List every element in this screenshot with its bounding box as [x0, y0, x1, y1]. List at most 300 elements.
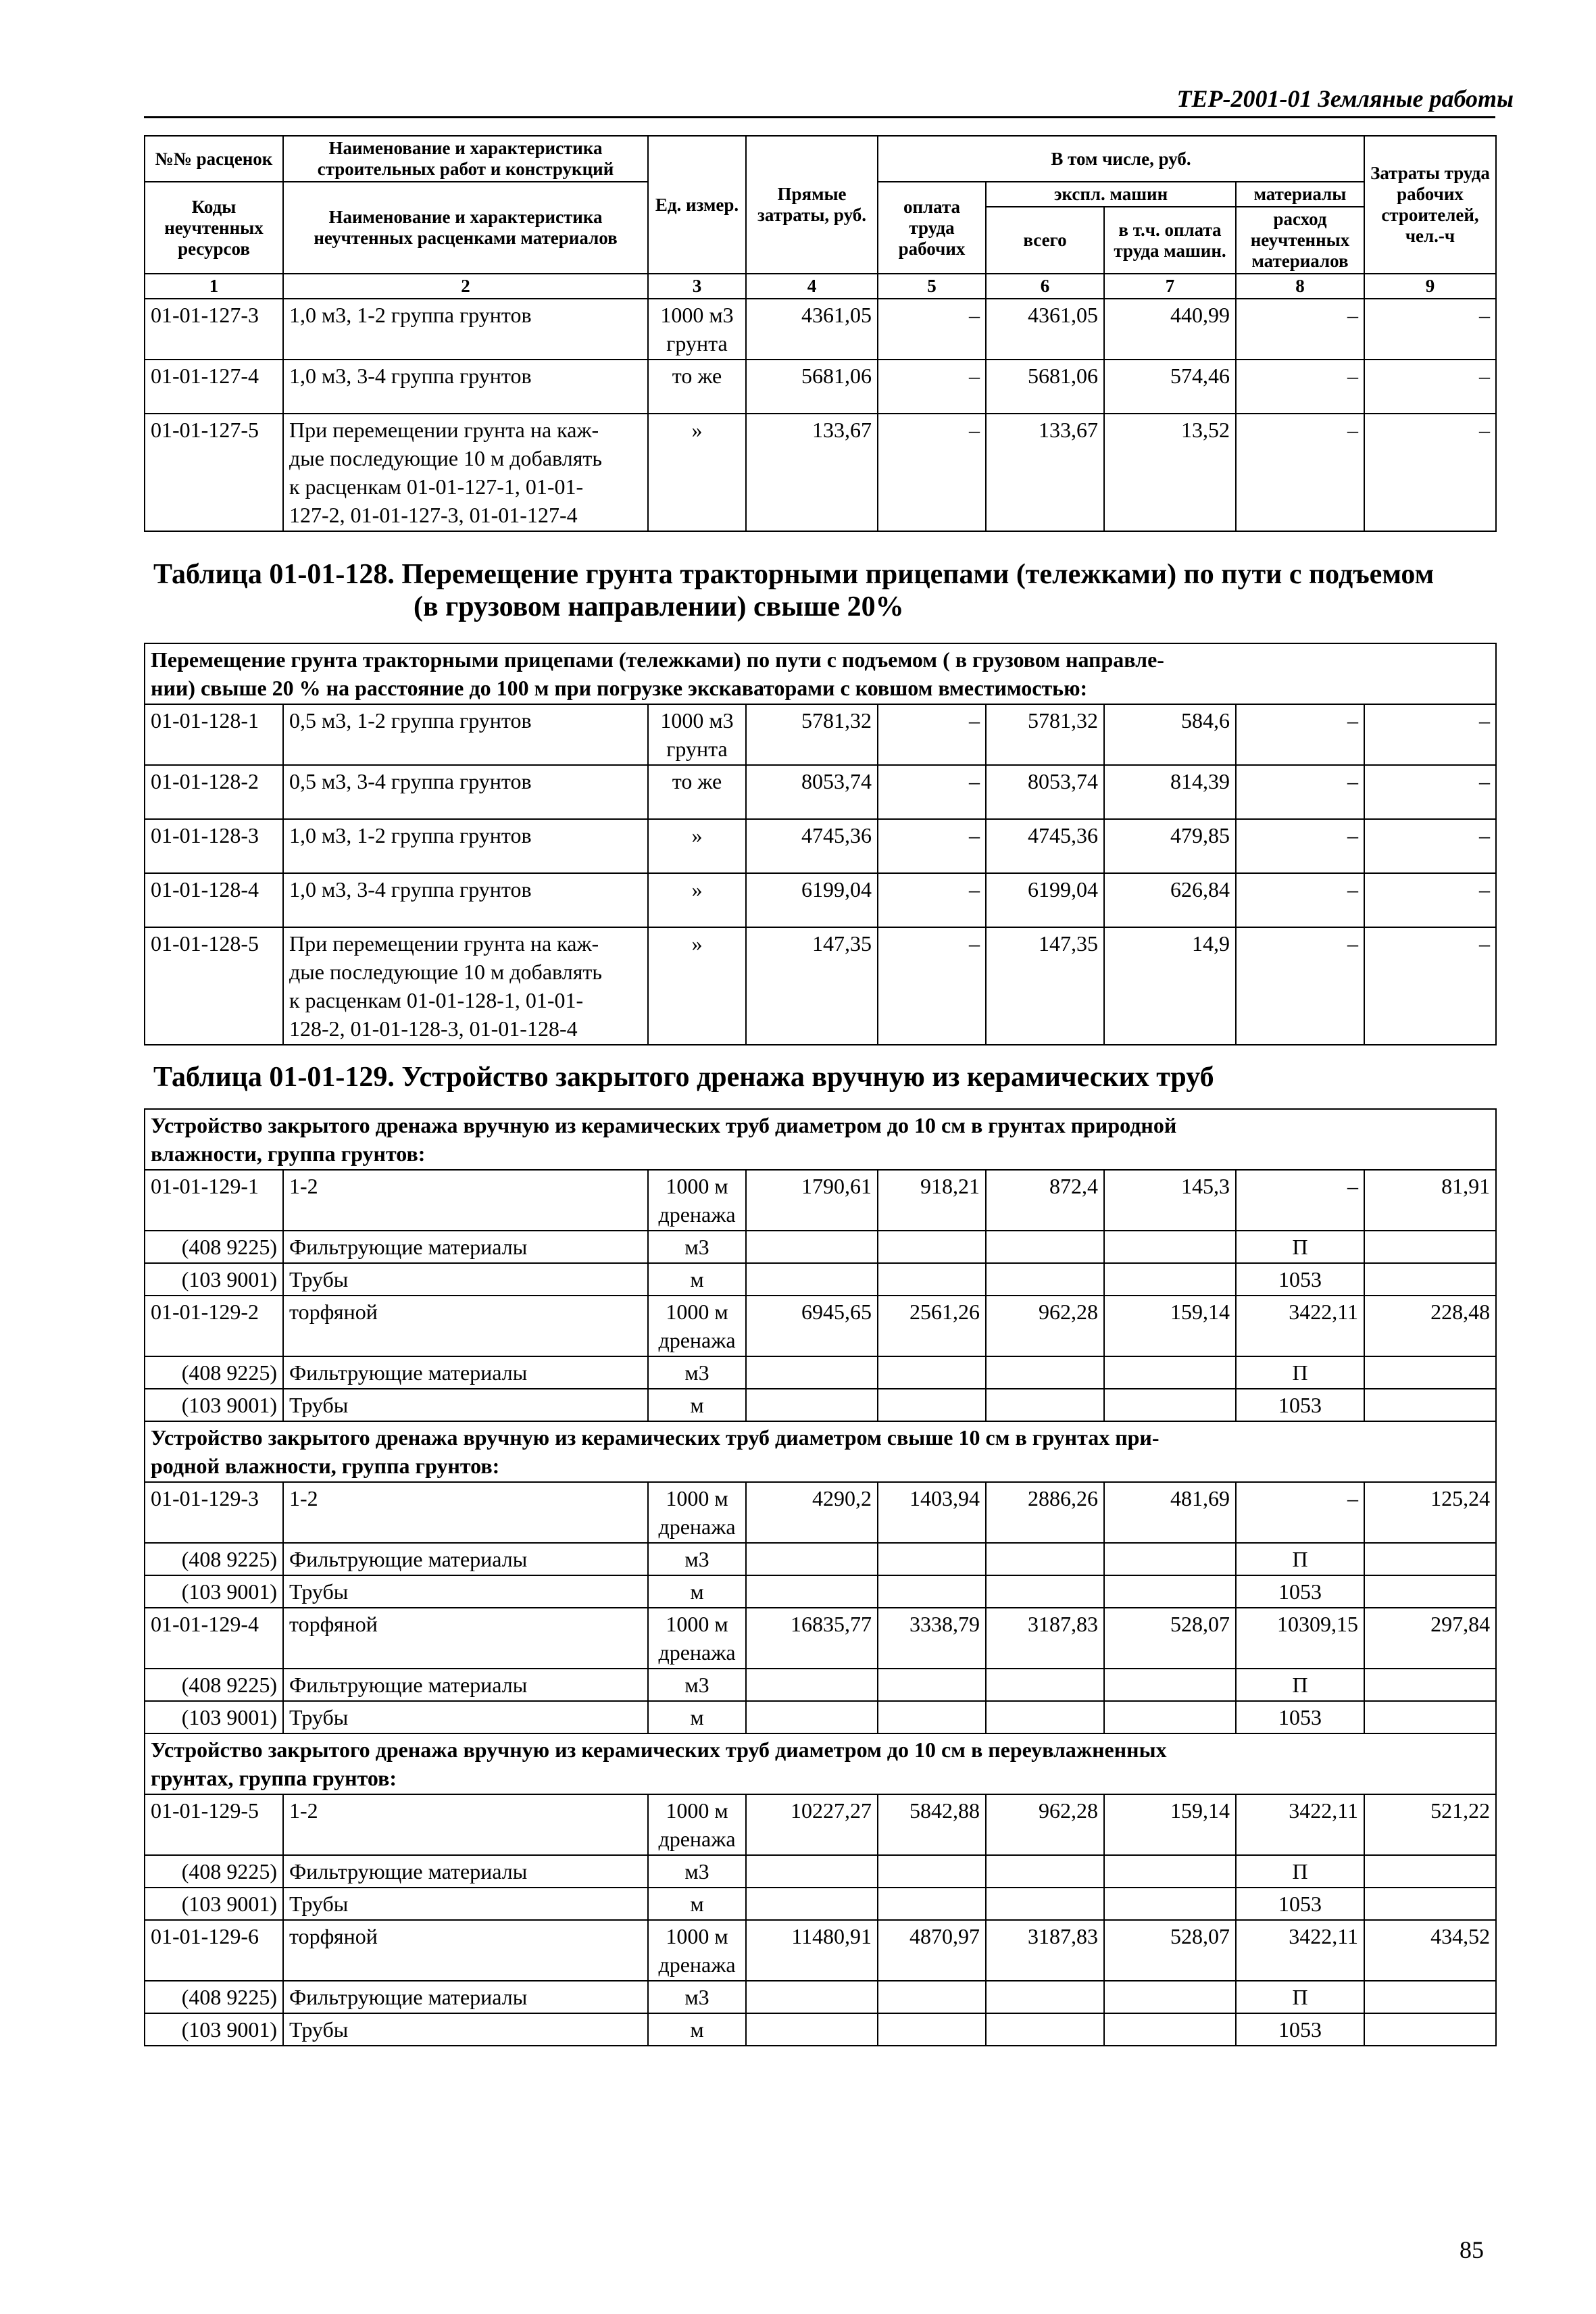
labor: 297,84 [1364, 1608, 1496, 1669]
table-row [145, 704, 1496, 765]
resource-name: Трубы [283, 1263, 648, 1296]
labor: 228,48 [1364, 1296, 1496, 1356]
resource-consumption: П [1236, 1981, 1364, 2013]
rate-name-line: 1,0 м3, 3-4 группа грунтов [289, 877, 532, 902]
rate-code: 01-01-128-2 [145, 765, 283, 819]
group-header [145, 1421, 1496, 1482]
materials: – [1236, 704, 1364, 765]
page-number: 85 [1460, 2236, 1484, 2263]
empty-cell [746, 1575, 878, 1608]
resource-unit: м3 [648, 1231, 746, 1263]
col-number: 2 [283, 274, 648, 299]
empty-cell [1104, 1389, 1236, 1421]
rates-table-129 [144, 1108, 1497, 2046]
machines-wage: 479,85 [1104, 819, 1236, 873]
rate-code: 01-01-129-2 [145, 1296, 283, 1356]
machines-total: 8053,74 [986, 765, 1104, 819]
resource-code: (408 9225) [145, 1543, 283, 1575]
empty-cell [746, 1701, 878, 1733]
materials: – [1236, 873, 1364, 927]
col-number: 4 [746, 274, 878, 299]
group-header-line: Устройство закрытого дренажа вручную из керамических труб диаметром до 10 см в грунтах природной [151, 1113, 1177, 1137]
group-header-line: нии) свыше 20 % на расстояние до 100 м при погрузке экскаваторами с ковшом вместимостью: [151, 676, 1088, 700]
unit-line: то же [672, 769, 722, 793]
direct-costs: 8053,74 [746, 765, 878, 819]
rate-name: торфяной [283, 1920, 648, 1981]
resource-consumption: П [1236, 1231, 1364, 1263]
rate-name-line: дые последующие 10 м добавлять [289, 960, 602, 984]
resource-name: Фильтрующие материалы [283, 1981, 648, 2013]
group-header [145, 643, 1496, 704]
col-number: 9 [1364, 274, 1496, 299]
unit-line: дренажа [658, 1952, 736, 1977]
direct-costs: 5781,32 [746, 704, 878, 765]
unit-line: дренажа [658, 1328, 736, 1352]
resource-consumption: 1053 [1236, 1389, 1364, 1421]
empty-cell [878, 1888, 986, 1920]
unit [648, 299, 746, 360]
machines-total: 5681,06 [986, 360, 1104, 414]
rates-table-127 [144, 135, 1497, 532]
materials: – [1236, 414, 1364, 531]
resource-name: Фильтрующие материалы [283, 1543, 648, 1575]
rate-name: торфяной [283, 1296, 648, 1356]
col-number: 1 [145, 274, 283, 299]
empty-cell [986, 1263, 1104, 1296]
empty-cell [1104, 1231, 1236, 1263]
col-including: В том числе, руб. [878, 136, 1364, 182]
col-materials: материалы [1236, 182, 1364, 207]
empty-cell [746, 1543, 878, 1575]
rate-name [283, 360, 648, 414]
rate-name: 1-2 [283, 1170, 648, 1231]
unit-line: 1000 м [666, 1612, 728, 1636]
empty-cell [878, 1543, 986, 1575]
table-row [145, 360, 1496, 414]
wage: 2561,26 [878, 1296, 986, 1356]
rate-code: 01-01-127-3 [145, 299, 283, 360]
col-rate-number: №№ расценок [145, 136, 283, 182]
resource-unit: м [648, 1888, 746, 1920]
machines-total: 3187,83 [986, 1608, 1104, 1669]
machines-total: 4745,36 [986, 819, 1104, 873]
materials: 3422,11 [1236, 1794, 1364, 1855]
rate-name-line: дые последующие 10 м добавлять [289, 446, 602, 470]
empty-cell [1364, 1263, 1496, 1296]
resource-code: (103 9001) [145, 1575, 283, 1608]
machines-wage: 626,84 [1104, 873, 1236, 927]
col-number: 6 [986, 274, 1104, 299]
empty-cell [746, 1669, 878, 1701]
resource-unit: м3 [648, 1981, 746, 2013]
labor: 125,24 [1364, 1482, 1496, 1543]
col-work-name: Наименование и характеристика строительных работ и конструкций [283, 136, 648, 182]
resource-consumption: П [1236, 1855, 1364, 1888]
empty-cell [1104, 1701, 1236, 1733]
resource-name: Фильтрующие материалы [283, 1669, 648, 1701]
empty-cell [1364, 1231, 1496, 1263]
empty-cell [878, 1356, 986, 1389]
resource-row [145, 1855, 1496, 1888]
rate-code: 01-01-128-4 [145, 873, 283, 927]
unit-line: » [691, 823, 703, 847]
materials: – [1236, 299, 1364, 360]
empty-cell [986, 1669, 1104, 1701]
wage: – [878, 819, 986, 873]
empty-cell [986, 1981, 1104, 2013]
empty-cell [1364, 1543, 1496, 1575]
unit-line: » [691, 418, 703, 442]
group-header-line: влажности, группа грунтов: [151, 1141, 426, 1166]
resource-name: Фильтрующие материалы [283, 1855, 648, 1888]
col-labor-costs: Затраты труда рабочих строителей, чел.-ч [1364, 136, 1496, 274]
table-row [145, 1794, 1496, 1855]
table-row [145, 414, 1496, 531]
empty-cell [986, 1888, 1104, 1920]
col-direct-costs: Прямые затраты, руб. [746, 136, 878, 274]
group-header-row [145, 1109, 1496, 1170]
unit-line: 1000 м [666, 1174, 728, 1198]
unit [648, 1920, 746, 1981]
unit-line: 1000 м3 [660, 708, 734, 733]
empty-cell [1364, 2013, 1496, 2046]
machines-wage: 13,52 [1104, 414, 1236, 531]
resource-unit: м3 [648, 1356, 746, 1389]
direct-costs: 5681,06 [746, 360, 878, 414]
empty-cell [878, 1669, 986, 1701]
empty-cell [1364, 1389, 1496, 1421]
resource-row [145, 1669, 1496, 1701]
unit-line: 1000 м [666, 1300, 728, 1324]
empty-cell [746, 1356, 878, 1389]
labor: – [1364, 927, 1496, 1045]
machines-wage: 145,3 [1104, 1170, 1236, 1231]
resource-unit: м [648, 1701, 746, 1733]
unit-line: дренажа [658, 1827, 736, 1851]
unit [648, 819, 746, 873]
resource-consumption: П [1236, 1543, 1364, 1575]
table-row [145, 1482, 1496, 1543]
resource-unit: м [648, 1263, 746, 1296]
empty-cell [986, 1855, 1104, 1888]
resource-row [145, 1263, 1496, 1296]
col-unit: Ед. измер. [648, 136, 746, 274]
table-column-header [145, 136, 1496, 299]
unit [648, 1482, 746, 1543]
group-header-row [145, 643, 1496, 704]
rate-code: 01-01-128-1 [145, 704, 283, 765]
unit-line: 1000 м3 [660, 303, 734, 327]
resource-unit: м3 [648, 1669, 746, 1701]
resource-row [145, 1389, 1496, 1421]
empty-cell [746, 1231, 878, 1263]
direct-costs: 1790,61 [746, 1170, 878, 1231]
rate-name-line: к расценкам 01-01-128-1, 01-01- [289, 988, 584, 1012]
materials: – [1236, 360, 1364, 414]
unit [648, 765, 746, 819]
resource-consumption: 1053 [1236, 1888, 1364, 1920]
rate-code: 01-01-128-5 [145, 927, 283, 1045]
col-wage: оплата труда рабочих [878, 182, 986, 274]
empty-cell [1104, 1855, 1236, 1888]
resource-name: Фильтрующие материалы [283, 1356, 648, 1389]
unit-line: 1000 м [666, 1486, 728, 1510]
col-number: 7 [1104, 274, 1236, 299]
col-machines-total: всего [986, 207, 1104, 274]
header-rule [144, 116, 1495, 118]
rate-name-line: 1,0 м3, 1-2 группа грунтов [289, 303, 532, 327]
resource-name: Фильтрующие материалы [283, 1231, 648, 1263]
rate-name-line: к расценкам 01-01-127-1, 01-01- [289, 474, 584, 499]
empty-cell [1104, 1356, 1236, 1389]
empty-cell [878, 1981, 986, 2013]
unit-line: дренажа [658, 1515, 736, 1539]
empty-cell [746, 1981, 878, 2013]
group-header-line: Перемещение грунта тракторными прицепами (тележками) по пути с подъемом ( в грузовом направле- [151, 647, 1164, 672]
machines-total: 147,35 [986, 927, 1104, 1045]
resource-row [145, 1543, 1496, 1575]
table-row [145, 1920, 1496, 1981]
rate-name [283, 414, 648, 531]
col-materials-consumption: расход неучтенных материалов [1236, 207, 1364, 274]
rate-name [283, 873, 648, 927]
rate-code: 01-01-127-4 [145, 360, 283, 414]
resource-unit: м3 [648, 1855, 746, 1888]
empty-cell [986, 1575, 1104, 1608]
rate-name [283, 299, 648, 360]
rate-name-line: 1,0 м3, 1-2 группа грунтов [289, 823, 532, 847]
unit [648, 704, 746, 765]
materials: – [1236, 765, 1364, 819]
resource-row [145, 1231, 1496, 1263]
group-header-row [145, 1421, 1496, 1482]
rate-code: 01-01-129-6 [145, 1920, 283, 1981]
materials: 10309,15 [1236, 1608, 1364, 1669]
rate-code: 01-01-129-3 [145, 1482, 283, 1543]
col-resource-codes: Коды неучтенных ресурсов [145, 182, 283, 274]
rate-name: 1-2 [283, 1794, 648, 1855]
resource-code: (408 9225) [145, 1855, 283, 1888]
empty-cell [746, 1855, 878, 1888]
resource-row [145, 2013, 1496, 2046]
wage: 4870,97 [878, 1920, 986, 1981]
labor: 434,52 [1364, 1920, 1496, 1981]
resource-name: Трубы [283, 1701, 648, 1733]
wage: – [878, 873, 986, 927]
materials: – [1236, 819, 1364, 873]
unit [648, 1296, 746, 1356]
empty-cell [1364, 1575, 1496, 1608]
resource-code: (408 9225) [145, 1231, 283, 1263]
empty-cell [986, 1701, 1104, 1733]
empty-cell [878, 1263, 986, 1296]
rate-code: 01-01-129-1 [145, 1170, 283, 1231]
table-row [145, 1170, 1496, 1231]
machines-total: 962,28 [986, 1794, 1104, 1855]
rate-code: 01-01-129-5 [145, 1794, 283, 1855]
unit-line: 1000 м [666, 1798, 728, 1823]
direct-costs: 4745,36 [746, 819, 878, 873]
resource-row [145, 1981, 1496, 2013]
direct-costs: 11480,91 [746, 1920, 878, 1981]
empty-cell [878, 1701, 986, 1733]
group-header-line: родной влажности, группа грунтов: [151, 1454, 500, 1478]
direct-costs: 133,67 [746, 414, 878, 531]
rate-name: торфяной [283, 1608, 648, 1669]
labor: – [1364, 873, 1496, 927]
group-header [145, 1109, 1496, 1170]
resource-row [145, 1575, 1496, 1608]
resource-unit: м [648, 2013, 746, 2046]
resource-unit: м [648, 1389, 746, 1421]
resource-consumption: 1053 [1236, 1701, 1364, 1733]
group-header-row [145, 1733, 1496, 1794]
rate-name [283, 765, 648, 819]
empty-cell [1364, 1701, 1496, 1733]
rate-name-line: 1,0 м3, 3-4 группа грунтов [289, 364, 532, 388]
machines-wage: 584,6 [1104, 704, 1236, 765]
machines-wage: 481,69 [1104, 1482, 1236, 1543]
machines-total: 6199,04 [986, 873, 1104, 927]
resource-row [145, 1356, 1496, 1389]
col-material-name: Наименование и характеристика неучтенных расценками материалов [283, 182, 648, 274]
empty-cell [986, 1543, 1104, 1575]
machines-total: 872,4 [986, 1170, 1104, 1231]
empty-cell [1364, 1888, 1496, 1920]
machines-total: 4361,05 [986, 299, 1104, 360]
resource-name: Трубы [283, 1389, 648, 1421]
wage: 5842,88 [878, 1794, 986, 1855]
machines-total: 5781,32 [986, 704, 1104, 765]
empty-cell [1364, 1855, 1496, 1888]
empty-cell [986, 1231, 1104, 1263]
labor: 81,91 [1364, 1170, 1496, 1231]
resource-unit: м [648, 1575, 746, 1608]
resource-code: (103 9001) [145, 1263, 283, 1296]
table-row [145, 765, 1496, 819]
rate-code: 01-01-127-5 [145, 414, 283, 531]
direct-costs: 6199,04 [746, 873, 878, 927]
empty-cell [746, 1888, 878, 1920]
rate-code: 01-01-129-4 [145, 1608, 283, 1669]
machines-total: 2886,26 [986, 1482, 1104, 1543]
labor: – [1364, 819, 1496, 873]
unit-line: дренажа [658, 1202, 736, 1227]
resource-code: (103 9001) [145, 1701, 283, 1733]
machines-total: 3187,83 [986, 1920, 1104, 1981]
wage: 918,21 [878, 1170, 986, 1231]
table-caption-128: Таблица 01-01-128. Перемещение грунта тракторными прицепами (тележками) по пути с подъемом (в грузовом направлении) свыше 20% [153, 559, 1435, 622]
resource-code: (103 9001) [145, 2013, 283, 2046]
rate-name-line: При перемещении грунта на каж- [289, 931, 599, 956]
materials: – [1236, 1482, 1364, 1543]
empty-cell [878, 1231, 986, 1263]
wage: – [878, 414, 986, 531]
direct-costs: 147,35 [746, 927, 878, 1045]
labor: 521,22 [1364, 1794, 1496, 1855]
machines-wage: 528,07 [1104, 1920, 1236, 1981]
rate-code: 01-01-128-3 [145, 819, 283, 873]
empty-cell [878, 1855, 986, 1888]
machines-wage: 159,14 [1104, 1296, 1236, 1356]
unit-line: » [691, 931, 703, 956]
machines-wage: 574,46 [1104, 360, 1236, 414]
resource-consumption: 1053 [1236, 2013, 1364, 2046]
table-caption-129: Таблица 01-01-129. Устройство закрытого дренажа вручную из керамических труб [153, 1062, 1214, 1093]
wage: 3338,79 [878, 1608, 986, 1669]
labor: – [1364, 704, 1496, 765]
unit-line: грунта [666, 737, 728, 761]
empty-cell [1104, 2013, 1236, 2046]
resource-unit: м3 [648, 1543, 746, 1575]
rate-name [283, 927, 648, 1045]
empty-cell [1364, 1981, 1496, 2013]
table-row [145, 299, 1496, 360]
labor: – [1364, 414, 1496, 531]
materials: 3422,11 [1236, 1296, 1364, 1356]
machines-wage: 440,99 [1104, 299, 1236, 360]
empty-cell [746, 1263, 878, 1296]
resource-code: (103 9001) [145, 1389, 283, 1421]
resource-consumption: П [1236, 1669, 1364, 1701]
unit [648, 414, 746, 531]
resource-consumption: П [1236, 1356, 1364, 1389]
empty-cell [1364, 1669, 1496, 1701]
rate-name-line: 127-2, 01-01-127-3, 01-01-127-4 [289, 503, 578, 527]
rate-name-line: 128-2, 01-01-128-3, 01-01-128-4 [289, 1016, 578, 1041]
materials: 3422,11 [1236, 1920, 1364, 1981]
unit [648, 360, 746, 414]
col-number: 5 [878, 274, 986, 299]
table-row [145, 1296, 1496, 1356]
resource-consumption: 1053 [1236, 1575, 1364, 1608]
labor: – [1364, 360, 1496, 414]
wage: – [878, 299, 986, 360]
rate-name-line: При перемещении грунта на каж- [289, 418, 599, 442]
table-row [145, 873, 1496, 927]
machines-wage: 14,9 [1104, 927, 1236, 1045]
resource-code: (408 9225) [145, 1669, 283, 1701]
rate-name-line: 0,5 м3, 1-2 группа грунтов [289, 708, 532, 733]
table-row [145, 1608, 1496, 1669]
resource-name: Трубы [283, 1888, 648, 1920]
col-machines: экспл. машин [986, 182, 1236, 207]
rate-name-line: 0,5 м3, 3-4 группа грунтов [289, 769, 532, 793]
machines-total: 133,67 [986, 414, 1104, 531]
wage: – [878, 927, 986, 1045]
empty-cell [1104, 1575, 1236, 1608]
table-row [145, 927, 1496, 1045]
empty-cell [878, 1389, 986, 1421]
materials: – [1236, 927, 1364, 1045]
direct-costs: 4290,2 [746, 1482, 878, 1543]
resource-code: (103 9001) [145, 1888, 283, 1920]
resource-row [145, 1701, 1496, 1733]
col-number: 8 [1236, 274, 1364, 299]
direct-costs: 10227,27 [746, 1794, 878, 1855]
unit [648, 927, 746, 1045]
rates-table-128 [144, 643, 1497, 1045]
machines-wage: 528,07 [1104, 1608, 1236, 1669]
resource-code: (408 9225) [145, 1981, 283, 2013]
wage: – [878, 765, 986, 819]
empty-cell [746, 1389, 878, 1421]
direct-costs: 16835,77 [746, 1608, 878, 1669]
empty-cell [878, 2013, 986, 2046]
resource-consumption: 1053 [1236, 1263, 1364, 1296]
direct-costs: 4361,05 [746, 299, 878, 360]
empty-cell [1104, 1543, 1236, 1575]
